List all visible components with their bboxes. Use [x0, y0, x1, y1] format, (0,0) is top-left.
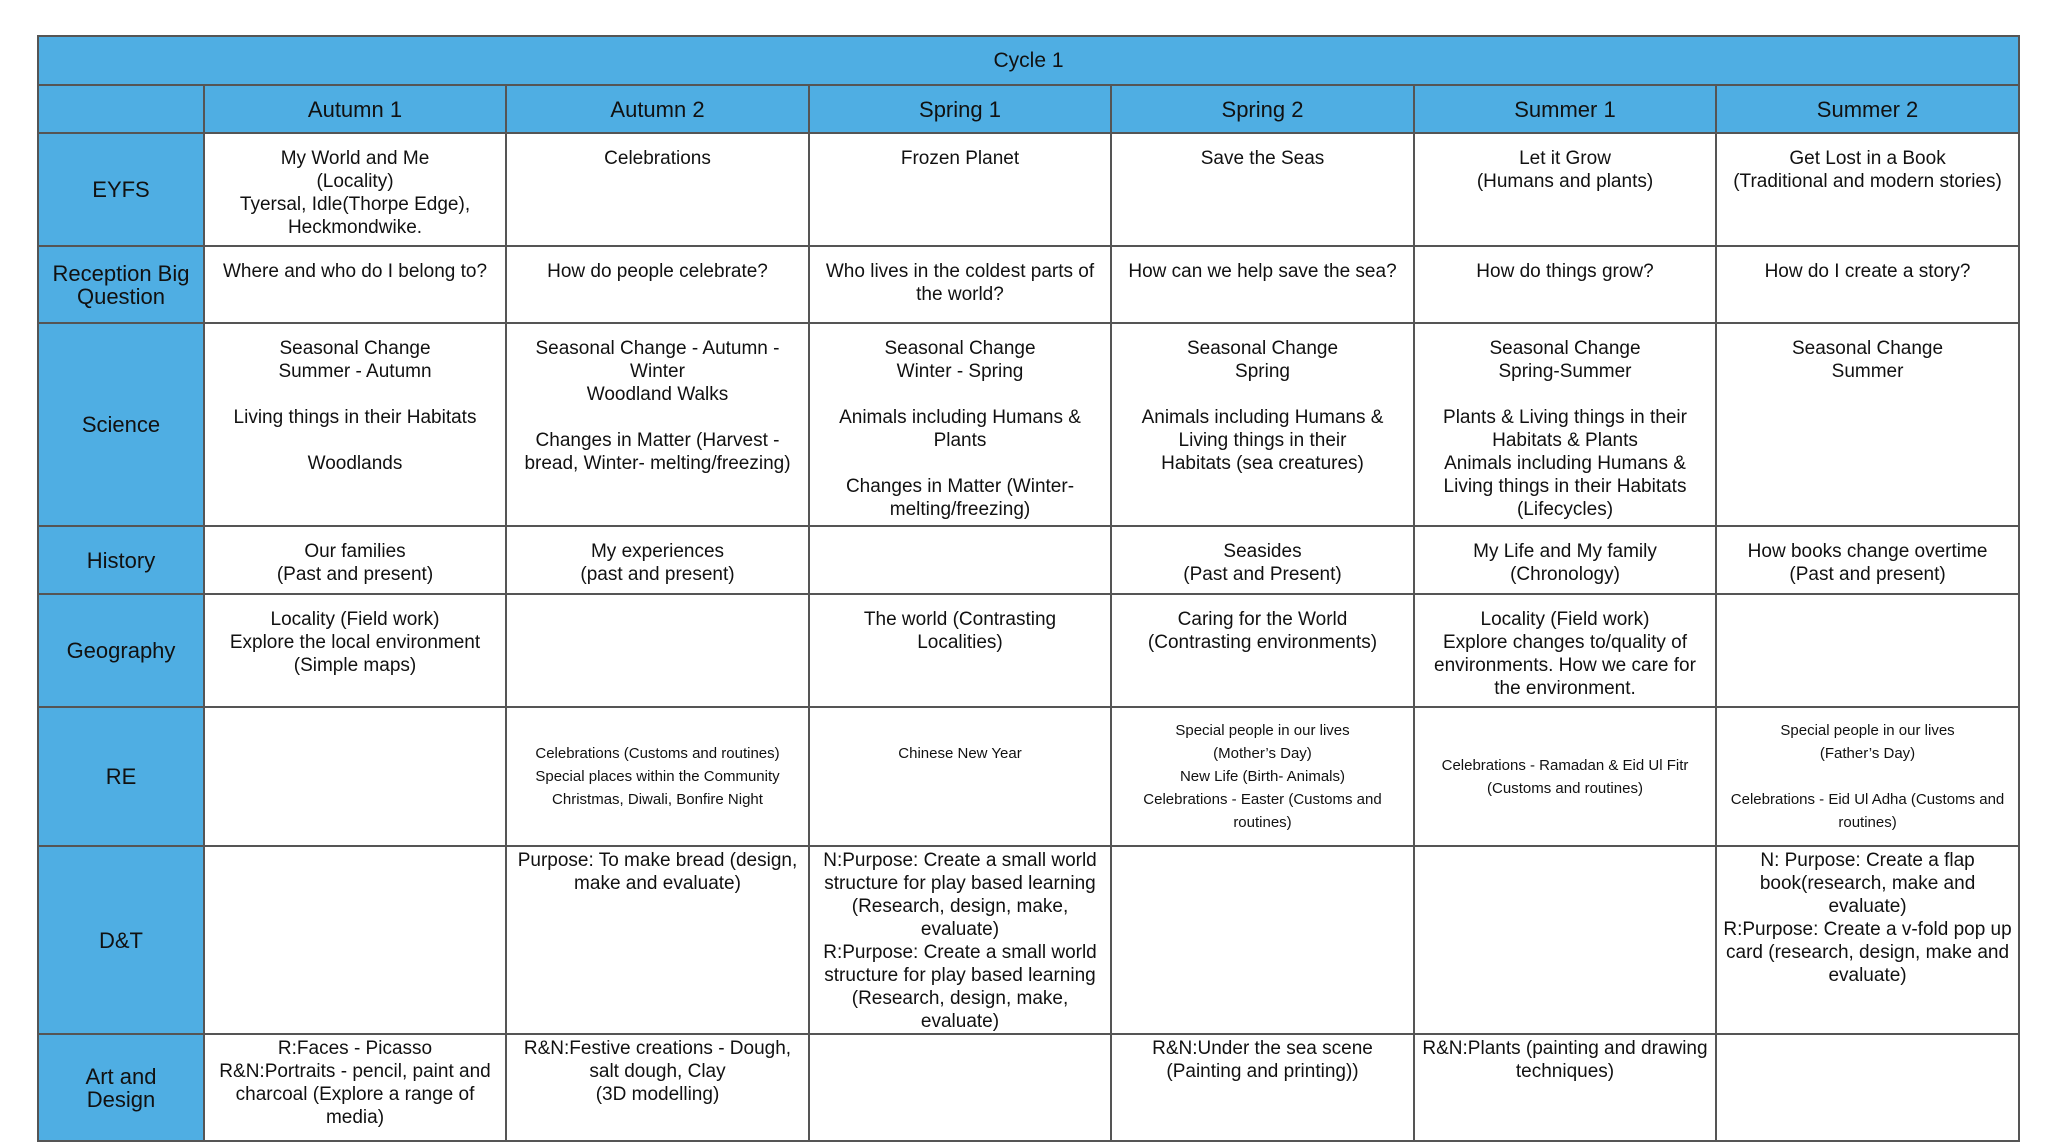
table-cell: Seasonal Change Spring-Summer Plants & Living things in their Habitats & Plants Animals including Humans & Living things in their Habitats (Lifecycles) [1414, 323, 1716, 526]
table-row [38, 846, 2019, 1034]
term-header: Autumn 1 [204, 85, 506, 133]
table-cell: Seasonal Change Spring Animals including Humans & Living things in their Habitats (sea creatures) [1111, 323, 1414, 526]
table-cell [204, 707, 506, 846]
title-row [38, 36, 2019, 85]
row-label: Science [38, 323, 204, 526]
table-cell: R&N:Plants (painting and drawing techniques) [1414, 1034, 1716, 1141]
term-header-row [38, 85, 2019, 133]
table-cell: Let it Grow (Humans and plants) [1414, 133, 1716, 246]
table-cell: Celebrations - Ramadan & Eid Ul Fitr (Customs and routines) [1414, 707, 1716, 846]
term-header: Spring 1 [809, 85, 1111, 133]
table-cell: How do I create a story? [1716, 246, 2019, 323]
table-cell: How do things grow? [1414, 246, 1716, 323]
term-header: Summer 2 [1716, 85, 2019, 133]
table-row [38, 1034, 2019, 1141]
table-row [38, 526, 2019, 594]
row-label: Reception Big Question [38, 246, 204, 323]
row-label: History [38, 526, 204, 594]
row-label: RE [38, 707, 204, 846]
cycle-title: Cycle 1 [38, 36, 2019, 85]
table-row [38, 133, 2019, 246]
table-cell: Seasonal Change Summer [1716, 323, 2019, 526]
table-cell: Special people in our lives (Father’s Day) Celebrations - Eid Ul Adha (Customs and routines) [1716, 707, 2019, 846]
table-cell [809, 1034, 1111, 1141]
term-header: Summer 1 [1414, 85, 1716, 133]
table-cell: Seasonal Change Winter - Spring Animals including Humans & Plants Changes in Matter (Winter- melting/freezing) [809, 323, 1111, 526]
term-header: Autumn 2 [506, 85, 809, 133]
table-cell: Celebrations [506, 133, 809, 246]
table-cell [1111, 846, 1414, 1034]
row-label: Art and Design [38, 1034, 204, 1141]
table-cell: My World and Me (Locality) Tyersal, Idle(Thorpe Edge), Heckmondwike. [204, 133, 506, 246]
table-row [38, 323, 2019, 526]
table-cell [1716, 1034, 2019, 1141]
table-cell [1414, 846, 1716, 1034]
table-cell: My experiences (past and present) [506, 526, 809, 594]
table-cell: The world (Contrasting Localities) [809, 594, 1111, 707]
table-cell: Who lives in the coldest parts of the world? [809, 246, 1111, 323]
table-cell: Seasides (Past and Present) [1111, 526, 1414, 594]
table-cell: How books change overtime (Past and present) [1716, 526, 2019, 594]
curriculum-table [37, 35, 2020, 1142]
row-label: D&T [38, 846, 204, 1034]
table-cell: Save the Seas [1111, 133, 1414, 246]
table-cell: My Life and My family (Chronology) [1414, 526, 1716, 594]
table-cell: Special people in our lives (Mother’s Day) New Life (Birth- Animals) Celebrations - Easter (Customs and routines) [1111, 707, 1414, 846]
row-label: Geography [38, 594, 204, 707]
table-cell: Seasonal Change - Autumn - Winter Woodland Walks Changes in Matter (Harvest - bread, Winter- melting/freezing) [506, 323, 809, 526]
table-cell [1716, 594, 2019, 707]
table-cell: How can we help save the sea? [1111, 246, 1414, 323]
table-cell: Purpose: To make bread (design, make and evaluate) [506, 846, 809, 1034]
table-cell: Get Lost in a Book (Traditional and modern stories) [1716, 133, 2019, 246]
table-cell: Chinese New Year [809, 707, 1111, 846]
table-cell: R&N:Under the sea scene (Painting and printing)) [1111, 1034, 1414, 1141]
table-cell [506, 594, 809, 707]
table-row [38, 594, 2019, 707]
table-cell: R:Faces - Picasso R&N:Portraits - pencil, paint and charcoal (Explore a range of media) [204, 1034, 506, 1141]
table-cell: N: Purpose: Create a flap book(research, make and evaluate) R:Purpose: Create a v-fold pop up card (research, design, make and evaluate) [1716, 846, 2019, 1034]
table-cell [809, 526, 1111, 594]
term-header: Spring 2 [1111, 85, 1414, 133]
table-cell: Where and who do I belong to? [204, 246, 506, 323]
row-label: EYFS [38, 133, 204, 246]
table-cell: Locality (Field work) Explore the local environment (Simple maps) [204, 594, 506, 707]
table-cell: How do people celebrate? [506, 246, 809, 323]
table-cell: Our families (Past and present) [204, 526, 506, 594]
table-row [38, 707, 2019, 846]
table-cell: R&N:Festive creations - Dough, salt dough, Clay (3D modelling) [506, 1034, 809, 1141]
table-cell: Caring for the World (Contrasting environments) [1111, 594, 1414, 707]
table-cell: N:Purpose: Create a small world structure for play based learning (Research, design, make, evaluate) R:Purpose: Create a small world structure for play based learning (Research, design, make, evaluate) [809, 846, 1111, 1034]
table-cell [204, 846, 506, 1034]
table-cell: Seasonal Change Summer - Autumn Living things in their Habitats Woodlands [204, 323, 506, 526]
table-cell: Frozen Planet [809, 133, 1111, 246]
table-cell: Locality (Field work) Explore changes to/quality of environments. How we care for the environment. [1414, 594, 1716, 707]
table-cell: Celebrations (Customs and routines) Special places within the Community Christmas, Diwali, Bonfire Night [506, 707, 809, 846]
table-row [38, 246, 2019, 323]
corner-cell [38, 85, 204, 133]
